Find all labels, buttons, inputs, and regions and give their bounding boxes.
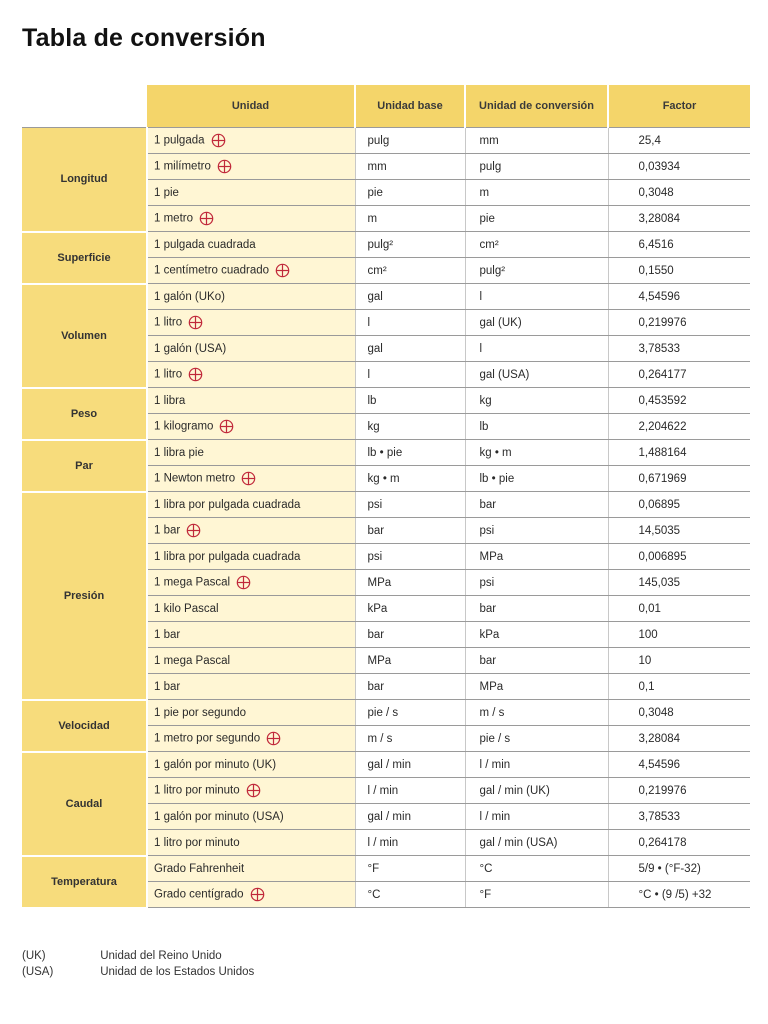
factor-cell: 4,54596 xyxy=(608,752,750,778)
unit-cell xyxy=(147,830,355,856)
unit-cell xyxy=(147,440,355,466)
conversion-unit-cell: l / min xyxy=(465,752,608,778)
unit-label: 1 litro xyxy=(154,316,183,329)
footnote-abbr: (UK) xyxy=(22,950,46,962)
unit-label: 1 litro xyxy=(154,368,183,381)
unit-label: 1 bar xyxy=(154,524,181,537)
unit-label: 1 libra xyxy=(154,394,186,407)
base-unit-cell: m / s xyxy=(355,726,465,752)
conversion-unit-cell: l / min xyxy=(465,804,608,830)
conversion-unit-cell: gal / min (UK) xyxy=(465,778,608,804)
factor-cell: 0,671969 xyxy=(608,466,750,492)
page-title: Tabla de conversión xyxy=(22,24,266,52)
base-unit-cell: bar xyxy=(355,674,465,700)
circled-cross-icon xyxy=(217,159,232,174)
unit-label: 1 libra por pulgada cuadrada xyxy=(154,550,301,563)
factor-cell: 0,3048 xyxy=(608,180,750,206)
conversion-unit-cell: l xyxy=(465,336,608,362)
base-unit-cell: kPa xyxy=(355,596,465,622)
factor-cell: 0,453592 xyxy=(608,388,750,414)
factor-cell: 1,488164 xyxy=(608,440,750,466)
circled-cross-icon xyxy=(266,731,281,746)
unit-cell xyxy=(147,674,355,700)
header-conversion-unit: Unidad de conversión xyxy=(465,85,608,128)
category-cell: Peso xyxy=(22,388,147,440)
conversion-unit-cell: pulg xyxy=(465,154,608,180)
base-unit-cell: kg • m xyxy=(355,466,465,492)
table-body xyxy=(22,128,750,908)
circled-cross-icon xyxy=(236,575,251,590)
header-factor: Factor xyxy=(608,85,750,128)
unit-cell xyxy=(147,856,355,882)
factor-cell: 0,264177 xyxy=(608,362,750,388)
base-unit-cell: kg xyxy=(355,414,465,440)
table-row xyxy=(22,700,750,726)
conversion-unit-cell: kg • m xyxy=(465,440,608,466)
unit-cell xyxy=(147,804,355,830)
unit-cell xyxy=(147,778,355,804)
base-unit-cell: °F xyxy=(355,856,465,882)
factor-cell: 0,1 xyxy=(608,674,750,700)
conversion-unit-cell: lb xyxy=(465,414,608,440)
factor-cell: 0,1550 xyxy=(608,258,750,284)
base-unit-cell: pie xyxy=(355,180,465,206)
unit-cell xyxy=(147,544,355,570)
footnote-uk xyxy=(22,950,254,966)
unit-label: 1 litro por minuto xyxy=(154,836,240,849)
circled-cross-icon xyxy=(275,263,290,278)
conversion-unit-cell: bar xyxy=(465,492,608,518)
category-cell: Temperatura xyxy=(22,856,147,908)
factor-cell: 145,035 xyxy=(608,570,750,596)
unit-cell xyxy=(147,700,355,726)
unit-label: Grado centígrado xyxy=(154,888,244,901)
unit-cell xyxy=(147,362,355,388)
factor-cell: 0,3048 xyxy=(608,700,750,726)
unit-cell xyxy=(147,518,355,544)
base-unit-cell: gal xyxy=(355,336,465,362)
factor-cell: 100 xyxy=(608,622,750,648)
conversion-unit-cell: pulg² xyxy=(465,258,608,284)
base-unit-cell: l / min xyxy=(355,830,465,856)
unit-label: 1 Newton metro xyxy=(154,472,236,485)
conversion-unit-cell: MPa xyxy=(465,544,608,570)
unit-cell xyxy=(147,570,355,596)
unit-cell xyxy=(147,154,355,180)
factor-cell: 3,78533 xyxy=(608,804,750,830)
factor-cell: 3,28084 xyxy=(608,726,750,752)
factor-cell: 3,28084 xyxy=(608,206,750,232)
base-unit-cell: °C xyxy=(355,882,465,908)
base-unit-cell: m xyxy=(355,206,465,232)
base-unit-cell: gal / min xyxy=(355,752,465,778)
base-unit-cell: cm² xyxy=(355,258,465,284)
header-blank-cell xyxy=(22,85,147,128)
conversion-unit-cell: m xyxy=(465,180,608,206)
factor-cell: 3,78533 xyxy=(608,336,750,362)
factor-cell: 14,5035 xyxy=(608,518,750,544)
unit-label: 1 galón (USA) xyxy=(154,342,227,355)
conversion-unit-cell: °C xyxy=(465,856,608,882)
unit-cell xyxy=(147,128,355,154)
unit-label: 1 centímetro cuadrado xyxy=(154,264,270,277)
factor-cell: 0,264178 xyxy=(608,830,750,856)
unit-label: 1 mega Pascal xyxy=(154,654,231,667)
table-row xyxy=(22,752,750,778)
factor-cell: 0,219976 xyxy=(608,310,750,336)
unit-cell xyxy=(147,310,355,336)
unit-label: 1 pie por segundo xyxy=(154,706,247,719)
header-unit: Unidad xyxy=(147,85,355,128)
circled-cross-icon xyxy=(246,783,261,798)
unit-cell xyxy=(147,258,355,284)
category-cell: Volumen xyxy=(22,284,147,388)
unit-cell xyxy=(147,752,355,778)
base-unit-cell: psi xyxy=(355,492,465,518)
conversion-unit-cell: kg xyxy=(465,388,608,414)
category-cell: Longitud xyxy=(22,128,147,232)
conversion-unit-cell: psi xyxy=(465,518,608,544)
conversion-unit-cell: gal / min (USA) xyxy=(465,830,608,856)
unit-cell xyxy=(147,648,355,674)
circled-cross-icon xyxy=(188,367,203,382)
footnote-abbr: (USA) xyxy=(22,966,54,978)
base-unit-cell: l xyxy=(355,310,465,336)
conversion-unit-cell: bar xyxy=(465,648,608,674)
unit-label: 1 metro xyxy=(154,212,193,225)
unit-label: 1 galón por minuto (USA) xyxy=(154,810,284,823)
table-header xyxy=(22,85,750,128)
header-base-unit: Unidad base xyxy=(355,85,465,128)
unit-cell xyxy=(147,726,355,752)
conversion-unit-cell: pie xyxy=(465,206,608,232)
factor-cell: 10 xyxy=(608,648,750,674)
unit-label: 1 bar xyxy=(154,680,181,693)
base-unit-cell: bar xyxy=(355,622,465,648)
conversion-unit-cell: psi xyxy=(465,570,608,596)
conversion-unit-cell: mm xyxy=(465,128,608,154)
base-unit-cell: pulg xyxy=(355,128,465,154)
base-unit-cell: psi xyxy=(355,544,465,570)
unit-label: 1 galón por minuto (UK) xyxy=(154,758,277,771)
category-cell: Caudal xyxy=(22,752,147,856)
header-row xyxy=(22,85,750,128)
unit-label: Grado Fahrenheit xyxy=(154,862,245,875)
conversion-unit-cell: l xyxy=(465,284,608,310)
unit-label: 1 libra pie xyxy=(154,446,204,459)
footnote-text: Unidad del Reino Unido xyxy=(100,950,222,962)
table-row xyxy=(22,284,750,310)
base-unit-cell: MPa xyxy=(355,570,465,596)
circled-cross-icon xyxy=(241,471,256,486)
footnote-text: Unidad de los Estados Unidos xyxy=(100,966,255,978)
circled-cross-icon xyxy=(250,887,265,902)
conversion-unit-cell: kPa xyxy=(465,622,608,648)
conversion-unit-cell: °F xyxy=(465,882,608,908)
base-unit-cell: gal / min xyxy=(355,804,465,830)
factor-cell: 0,03934 xyxy=(608,154,750,180)
unit-label: 1 pulgada xyxy=(154,134,205,147)
unit-label: 1 galón (UKo) xyxy=(154,290,225,303)
base-unit-cell: bar xyxy=(355,518,465,544)
circled-cross-icon xyxy=(199,211,214,226)
base-unit-cell: gal xyxy=(355,284,465,310)
unit-cell xyxy=(147,492,355,518)
factor-cell: 0,06895 xyxy=(608,492,750,518)
footnote-usa xyxy=(22,966,254,982)
unit-label: 1 pulgada cuadrada xyxy=(154,238,256,251)
unit-label: 1 pie xyxy=(154,186,179,199)
factor-cell: 5/9 • (°F-32) xyxy=(608,856,750,882)
category-cell: Presión xyxy=(22,492,147,700)
unit-label: 1 kilo Pascal xyxy=(154,602,219,615)
conversion-unit-cell: cm² xyxy=(465,232,608,258)
unit-cell xyxy=(147,232,355,258)
conversion-unit-cell: lb • pie xyxy=(465,466,608,492)
factor-cell: °C • (9 /5) +32 xyxy=(608,882,750,908)
unit-label: 1 bar xyxy=(154,628,181,641)
factor-cell: 0,01 xyxy=(608,596,750,622)
base-unit-cell: MPa xyxy=(355,648,465,674)
table-row xyxy=(22,440,750,466)
circled-cross-icon xyxy=(219,419,234,434)
conversion-table xyxy=(22,85,750,909)
table-row xyxy=(22,128,750,154)
category-cell: Superficie xyxy=(22,232,147,284)
unit-cell xyxy=(147,622,355,648)
base-unit-cell: mm xyxy=(355,154,465,180)
conversion-unit-cell: gal (USA) xyxy=(465,362,608,388)
footnotes xyxy=(22,950,254,982)
conversion-unit-cell: m / s xyxy=(465,700,608,726)
base-unit-cell: l / min xyxy=(355,778,465,804)
base-unit-cell: lb • pie xyxy=(355,440,465,466)
unit-cell xyxy=(147,180,355,206)
unit-cell xyxy=(147,336,355,362)
unit-cell xyxy=(147,466,355,492)
factor-cell: 0,006895 xyxy=(608,544,750,570)
unit-cell xyxy=(147,388,355,414)
table-row xyxy=(22,232,750,258)
conversion-unit-cell: bar xyxy=(465,596,608,622)
unit-label: 1 milímetro xyxy=(154,160,211,173)
factor-cell: 0,219976 xyxy=(608,778,750,804)
unit-label: 1 kilogramo xyxy=(154,420,214,433)
base-unit-cell: pulg² xyxy=(355,232,465,258)
factor-cell: 6,4516 xyxy=(608,232,750,258)
circled-cross-icon xyxy=(211,133,226,148)
base-unit-cell: pie / s xyxy=(355,700,465,726)
circled-cross-icon xyxy=(188,315,203,330)
unit-cell xyxy=(147,414,355,440)
unit-cell xyxy=(147,206,355,232)
conversion-unit-cell: gal (UK) xyxy=(465,310,608,336)
category-cell: Par xyxy=(22,440,147,492)
table-row xyxy=(22,492,750,518)
circled-cross-icon xyxy=(186,523,201,538)
unit-label: 1 metro por segundo xyxy=(154,732,261,745)
table-row xyxy=(22,856,750,882)
conversion-unit-cell: MPa xyxy=(465,674,608,700)
category-cell: Velocidad xyxy=(22,700,147,752)
conversion-unit-cell: pie / s xyxy=(465,726,608,752)
base-unit-cell: lb xyxy=(355,388,465,414)
factor-cell: 4,54596 xyxy=(608,284,750,310)
factor-cell: 2,204622 xyxy=(608,414,750,440)
unit-cell xyxy=(147,284,355,310)
unit-cell xyxy=(147,882,355,908)
factor-cell: 25,4 xyxy=(608,128,750,154)
unit-cell xyxy=(147,596,355,622)
unit-label: 1 libra por pulgada cuadrada xyxy=(154,498,301,511)
unit-label: 1 litro por minuto xyxy=(154,784,240,797)
base-unit-cell: l xyxy=(355,362,465,388)
table-row xyxy=(22,388,750,414)
unit-label: 1 mega Pascal xyxy=(154,576,231,589)
